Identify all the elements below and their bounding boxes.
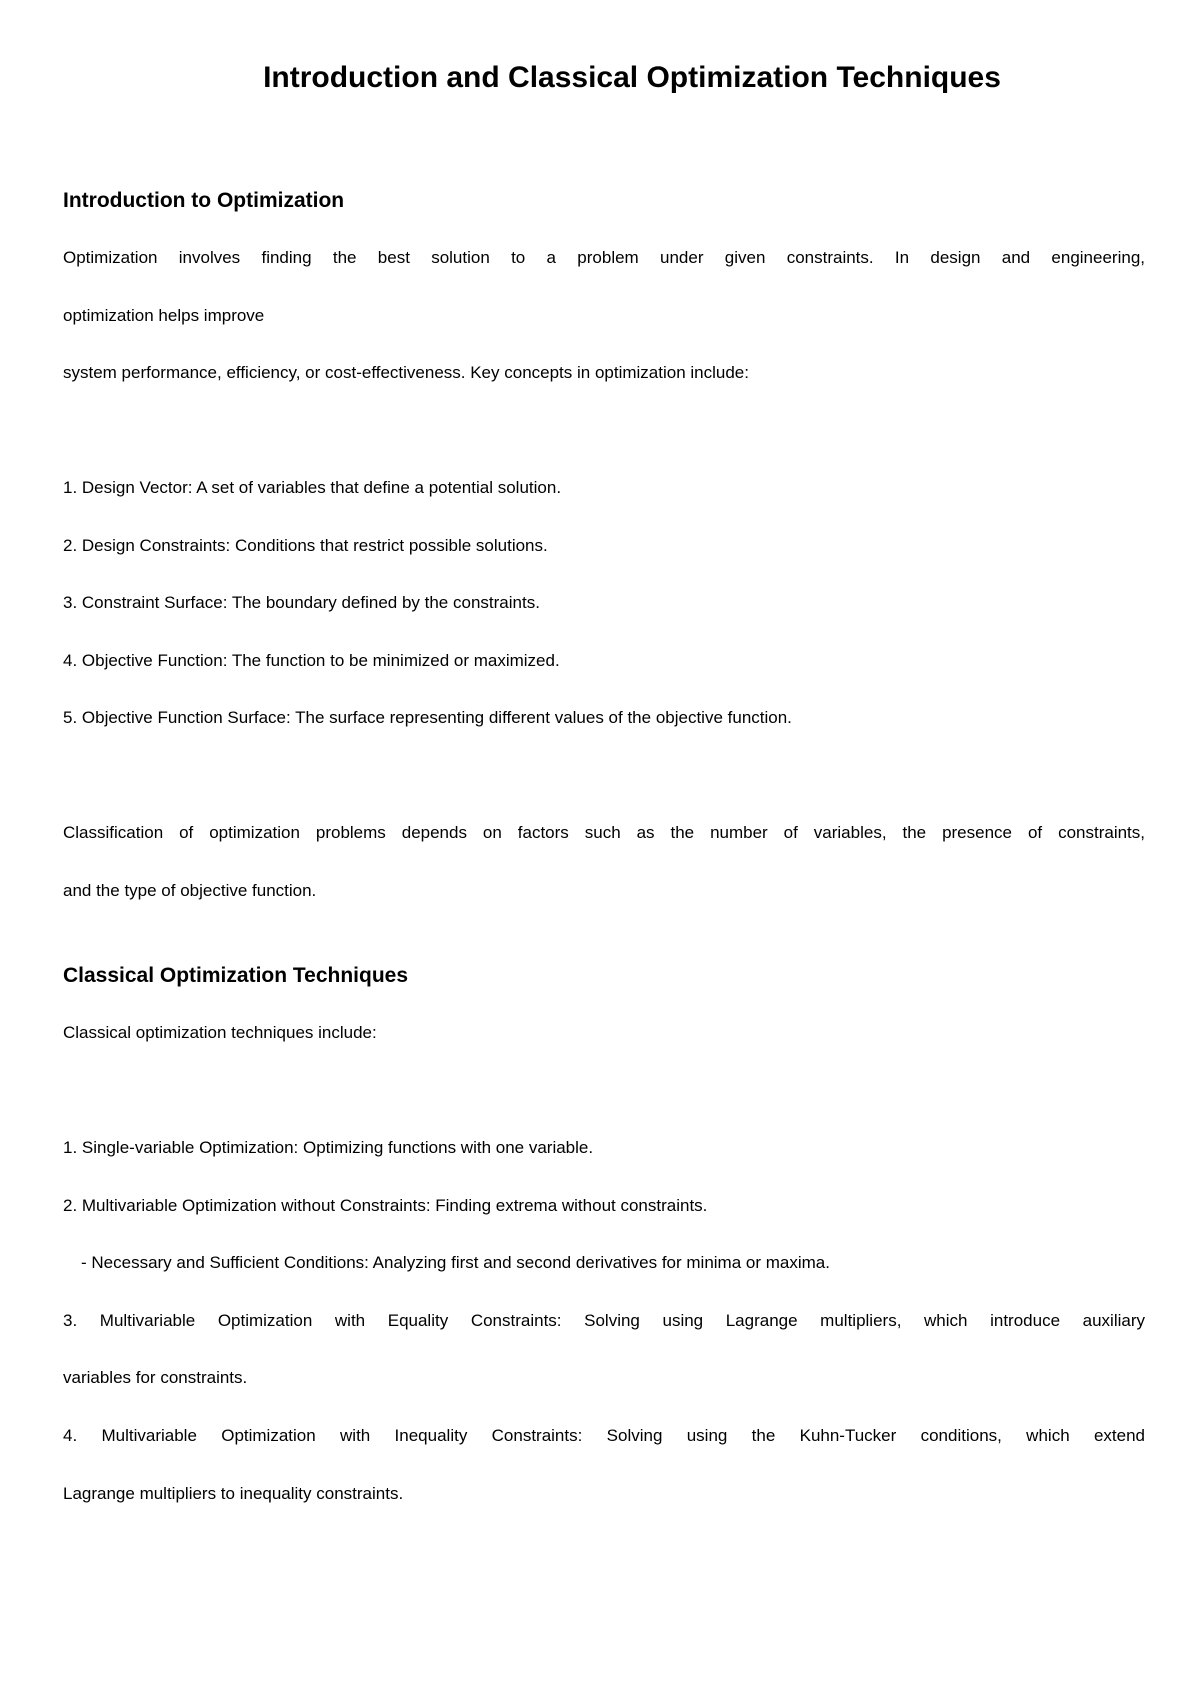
- concept-list-item: 5. Objective Function Surface: The surface representing different values of the objective function.: [63, 708, 792, 727]
- technique-sub-item: - Necessary and Sufficient Conditions: Analyzing first and second derivatives for minima or maxima.: [81, 1253, 830, 1272]
- concept-list-item: 4. Objective Function: The function to be minimized or maximized.: [63, 651, 560, 670]
- section-heading-introduction: Introduction to Optimization: [63, 189, 345, 212]
- concept-list-item: 2. Design Constraints: Conditions that restrict possible solutions.: [63, 536, 548, 555]
- classification-paragraph-line-2: and the type of objective function.: [63, 881, 317, 900]
- classical-intro-line: Classical optimization techniques include:: [63, 1023, 377, 1042]
- technique-list-item-continuation: Lagrange multipliers to inequality constraints.: [63, 1484, 404, 1503]
- concept-list-item: 3. Constraint Surface: The boundary defined by the constraints.: [63, 593, 540, 612]
- technique-list-item: 3. Multivariable Optimization with Equality Constraints: Solving using Lagrange multipliers, which introduce auxiliary: [63, 1311, 1145, 1330]
- intro-paragraph-line-3: system performance, efficiency, or cost-effectiveness. Key concepts in optimization include:: [63, 363, 749, 382]
- technique-list-item: 2. Multivariable Optimization without Constraints: Finding extrema without constraints.: [63, 1196, 708, 1215]
- intro-paragraph-line-2: optimization helps improve: [63, 306, 265, 325]
- section-heading-classical: Classical Optimization Techniques: [63, 964, 409, 987]
- intro-paragraph-line-1: Optimization involves finding the best solution to a problem under given constraints. In design and engineering,: [63, 248, 1145, 267]
- concept-list-item: 1. Design Vector: A set of variables that define a potential solution.: [63, 478, 562, 497]
- document-title: Introduction and Classical Optimization Techniques: [263, 61, 1001, 94]
- classification-paragraph-line-1: Classification of optimization problems depends on factors such as the number of variables, the presence of constraints,: [63, 823, 1145, 842]
- technique-list-item: 1. Single-variable Optimization: Optimizing functions with one variable.: [63, 1138, 594, 1157]
- technique-list-item: 4. Multivariable Optimization with Inequality Constraints: Solving using the Kuhn-Tucker conditions, which extend: [63, 1426, 1145, 1445]
- technique-list-item-continuation: variables for constraints.: [63, 1368, 248, 1387]
